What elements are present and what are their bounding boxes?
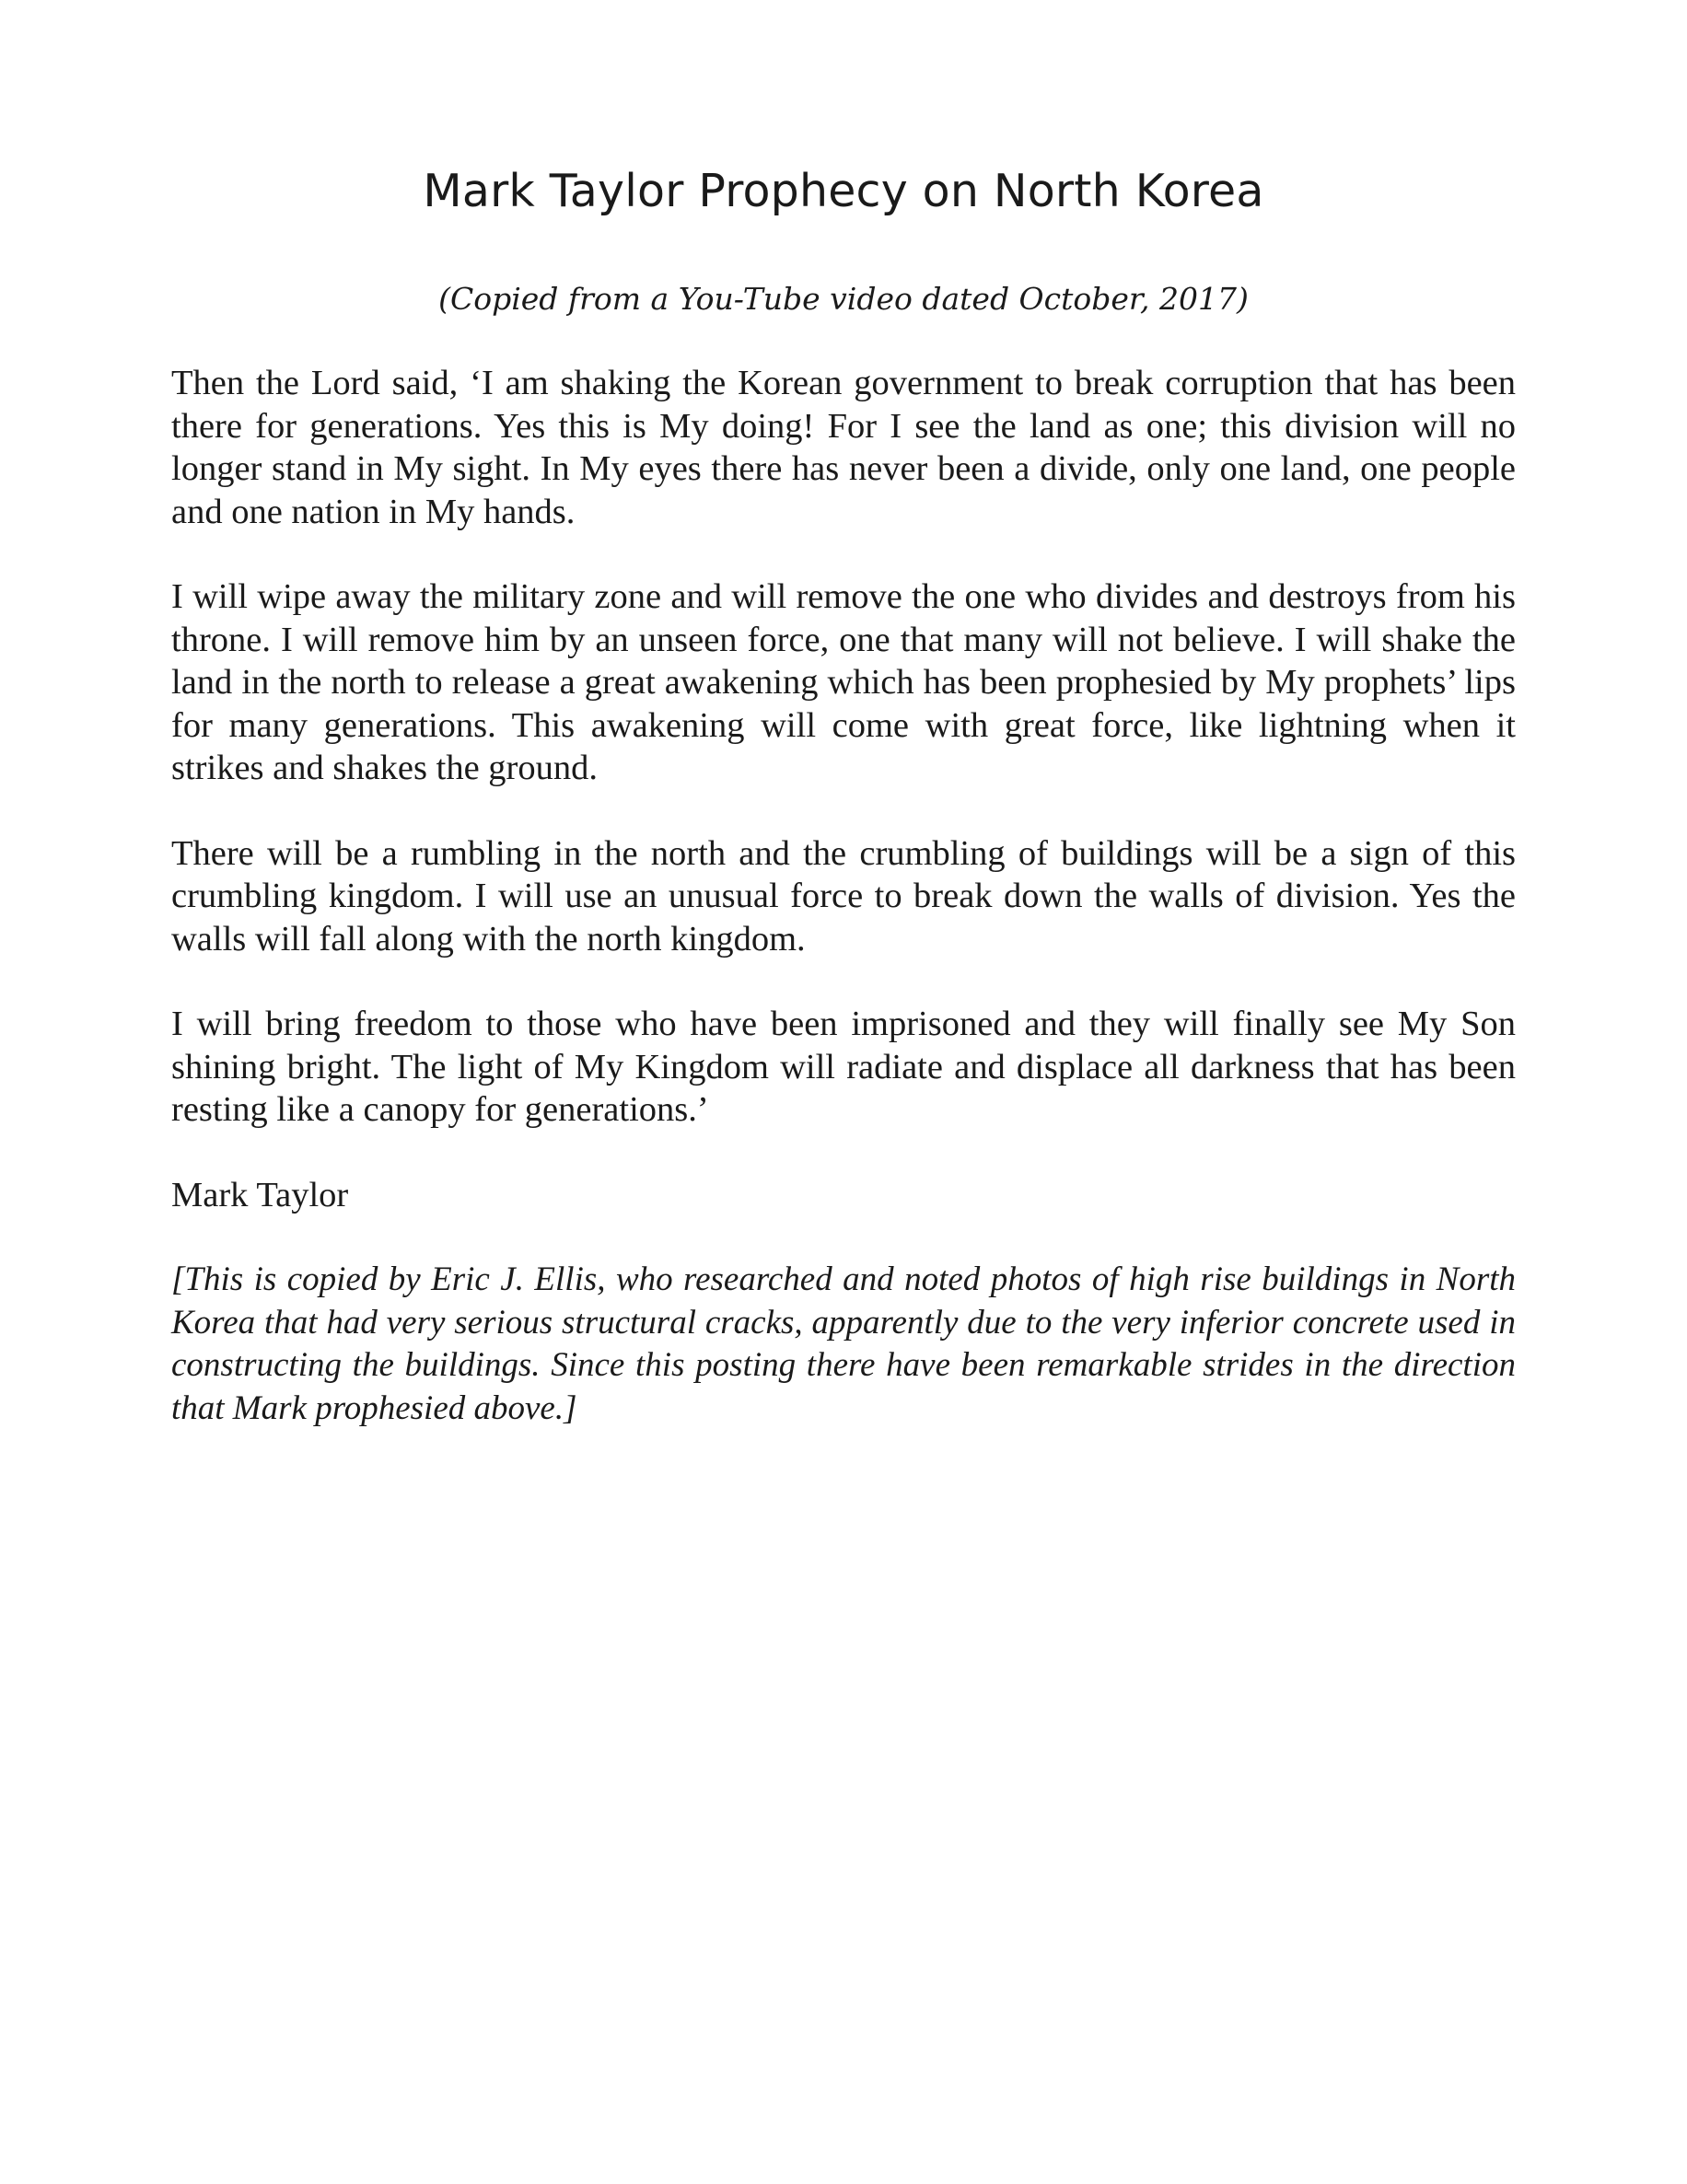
document-page <box>171 155 1516 1430</box>
prophecy-paragraph-1: Then the Lord said, ‘I am shaking the Korean government to break corruption that has been there for generations. Yes this is My doing! For I see the land as one; this division will no longer stand in My sight. In My eyes there has never been a divide, only one land, one people and one nation in My hands. <box>171 364 1516 531</box>
signature: Mark Taylor <box>171 1175 349 1214</box>
document-title: Mark Taylor Prophecy on North Korea <box>423 165 1264 217</box>
editor-note: [This is copied by Eric J. Ellis, who researched and noted photos of high rise buildings in North Korea that had very serious structural cracks, apparently due to the very inferior concrete used in constructing the buildings. Since this posting there have been remarkable strides in the direction that Mark prophesied above.] <box>171 1260 1516 1427</box>
document-subtitle: (Copied from a You-Tube video dated October, 2017) <box>438 281 1249 317</box>
prophecy-paragraph-2: I will wipe away the military zone and will remove the one who divides and destroys from his throne. I will remove him by an unseen force, one that many will not believe. I will shake the land in the north to release a great awakening which has been prophesied by My prophets’ lips for many generations. This awakening will come with great force, like lightning when it strikes and shakes the ground. <box>171 577 1516 787</box>
prophecy-paragraph-3: There will be a rumbling in the north and the crumbling of buildings will be a sign of this crumbling kingdom. I will use an unusual force to break down the walls of division. Yes the walls will fall along with the north kingdom. <box>171 833 1516 958</box>
prophecy-paragraph-4: I will bring freedom to those who have been imprisoned and they will finally see My Son shining bright. The light of My Kingdom will radiate and displace all darkness that has been resting like a canopy for generations.’ <box>171 1005 1516 1129</box>
